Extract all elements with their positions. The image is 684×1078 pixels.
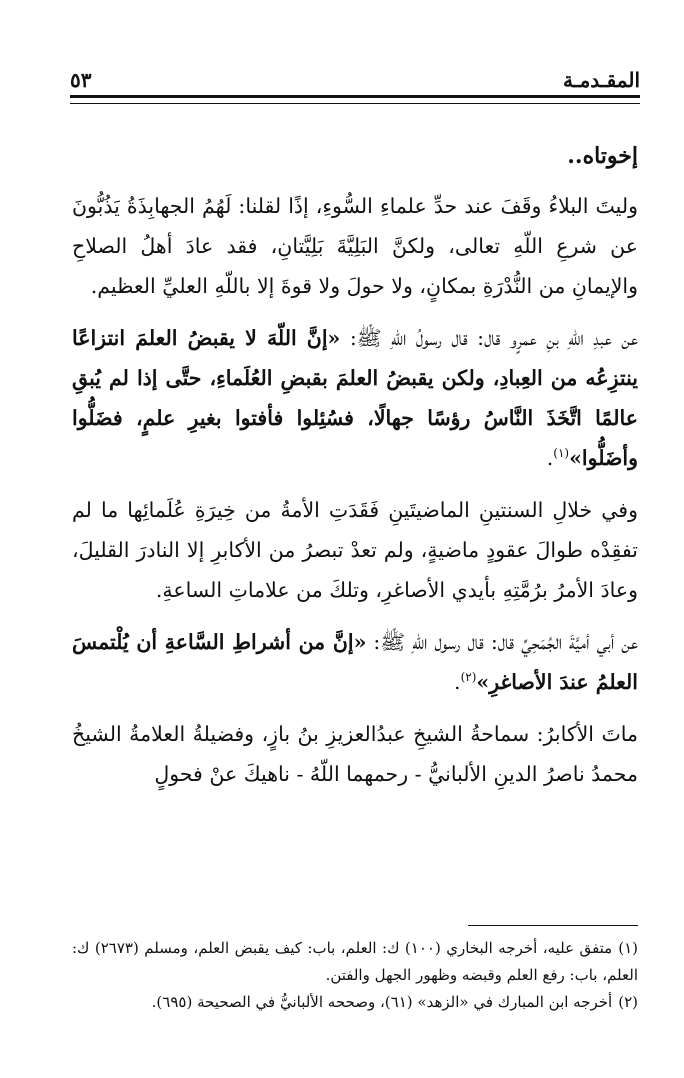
footnote-number: (٢) [618,993,638,1011]
footnote-ref-2[interactable]: (٢) [460,670,477,685]
page-number: ٥٣ [70,68,92,92]
hadith-2-narration: عن أبي أميَّةَ الجُمَحِيِّ قال: قال رسول اللّهِ ﷺ: [366,630,638,654]
header-rule-thin [70,103,640,104]
running-header [70,56,640,92]
main-text [72,136,638,794]
header-rule-thick [70,95,640,98]
section-heading: إخوتاه.. [567,143,638,169]
paragraph-4 [72,622,638,702]
paragraph-2-end: . [546,446,554,470]
hadith-1-text: «إنَّ اللّهَ لا يقبضُ العلمَ انتزاعًا ينتزِعُه من العِبادِ، ولكن يقبضُ العلمَ بقبضِ العُلَماءِ، حتَّى إذا لم يُبقِ عالمًا اتَّخَذَ النَّاسُ رؤسًا جهالًا، فسُئِلوا فأفتوا بغيرِ علمٍ، فضَلُّوا وأضَلُّوا» [72,326,638,470]
footnotes [72,935,638,1016]
footnote-text: متفق عليه، أخرجه البخاري (١٠٠) ك: العلم، باب: كيف يقبض العلم، ومسلم (٢٦٧٣) ك: العلم، باب: رفع العلم وقبضه وظهور الجهل والفتن. [72,939,638,984]
paragraph-1: وليتَ البلاءُ وقَفَ عند حدِّ علماءِ السُّوءِ، إذًا لقلنا: لَهُمُ الجهابِذَةُ يَذُبُّونَ عن شرعِ اللّهِ تعالى، ولكنَّ البَلِيَّةَ بَلِيَّتانِ، فقد عادَ أهلُ الصلاحِ والإيمانِ من النُّدْرَةِ بمكانٍ، ولا حولَ ولا قوةَ إلا باللّهِ العليِّ العظيم. [72,194,638,298]
paragraph-4-end: . [454,670,461,694]
paragraph-5: ماتَ الأكابرُ: سماحةُ الشيخِ عبدُالعزيزِ بنُ بازٍ، وفضيلةُ العلامةُ الشيخُ محمدُ ناصرُ الدينِ الألبانيُّ - رحمهما اللّهُ - ناهيكَ عنْ فحولٍ [72,722,638,786]
paragraph-2 [72,318,638,478]
footnote-separator [468,925,638,926]
footnote-2 [72,989,638,1016]
footnote-text: أخرجه ابن المبارك في «الزهد» (٦١)، وصححه الألبانيُّ في الصحيحة (٦٩٥). [151,993,613,1011]
footnote-ref-1[interactable]: (١) [553,446,570,461]
footnote-number: (١) [618,939,638,957]
chapter-title: المقـدمـة [563,68,640,92]
paragraph-3: وفي خلالِ السنتينِ الماضيتَينِ فَقَدَتِ الأمةُ من خِيرَةِ عُلَمائِها ما لم تفقِدْه طوالَ عقودٍ ماضيةٍ، ولم تعدْ تبصرُ من الأكابرِ إلا النادرَ القليلَ، وعادَ الأمرُ برُمَّتِهِ بأيدي الأصاغرِ، وتلكَ من علاماتِ الساعةِ. [72,498,638,602]
hadith-2-text: «إنَّ من أشراطِ السَّاعةِ أن يُلْتمسَ العلمُ عندَ الأصاغرِ» [72,630,638,694]
hadith-1-narration: عن عبدِ اللّهِ بنِ عمرٍو قال: قال رسولُ اللّهِ ﷺ: [340,326,638,350]
footnote-1 [72,935,638,989]
